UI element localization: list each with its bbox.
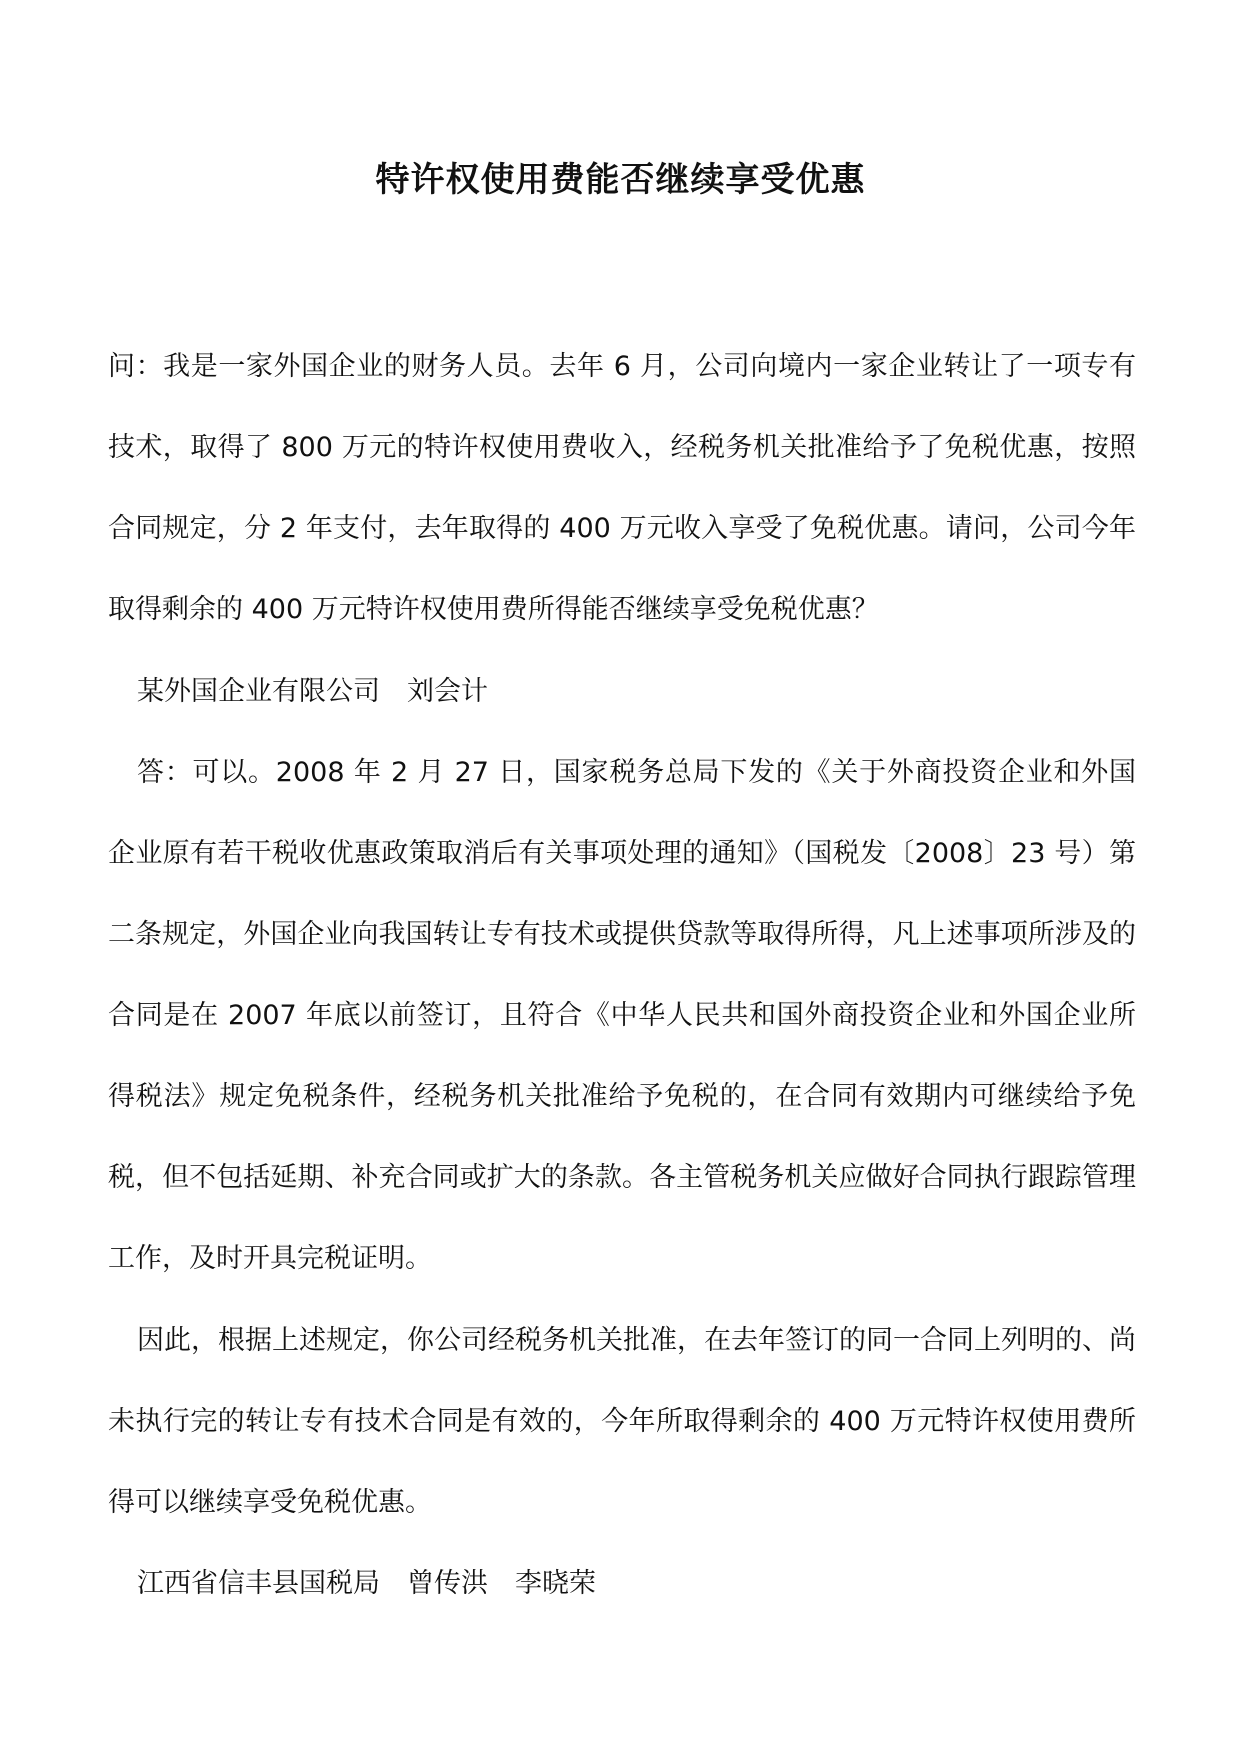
asker-signature: 某外国企业有限公司 刘会计	[137, 676, 488, 707]
author-signature: 江西省信丰县国税局 曾传洪 李晓荣	[137, 1568, 596, 1599]
answer-paragraph: 答：可以。2008 年 2 月 27 日，国家税务总局下发的《关于外商投资企业和外国企业原有若干税收优惠政策取消后有关事项处理的通知》（国税发〔2008〕23 号）第二条规定，外国企业向我国转让专有技术或提供贷款等取得所得，凡上述事项所涉及的合同是在 2007 年底以前签订，且符合《中华人民共和国外商投资企业和外国企业所得税法》规定免税条件，经税务机关批准给予免税的，在合同有效期内可继续给予免税，但不包括延期、补充合同或扩大的条款。各主管税务机关应做好合同执行跟踪管理工作，及时开具完税证明。	[108, 757, 1136, 1274]
document-title: 特许权使用费能否继续享受优惠	[375, 160, 866, 200]
question-paragraph: 问：我是一家外国企业的财务人员。去年 6 月，公司向境内一家企业转让了一项专有技术，取得了 800 万元的特许权使用费收入，经税务机关批准给予了免税优惠，按照合同规定，分 2 年支付，去年取得的 400 万元收入享受了免税优惠。请问，公司今年取得剩余的 400 万元特许权使用费所得能否继续享受免税优惠？	[108, 351, 1136, 625]
conclusion-paragraph: 因此，根据上述规定，你公司经税务机关批准，在去年签订的同一合同上列明的、尚未执行完的转让专有技术合同是有效的，今年所取得剩余的 400 万元特许权使用费所得可以继续享受免税优惠。	[108, 1325, 1136, 1518]
